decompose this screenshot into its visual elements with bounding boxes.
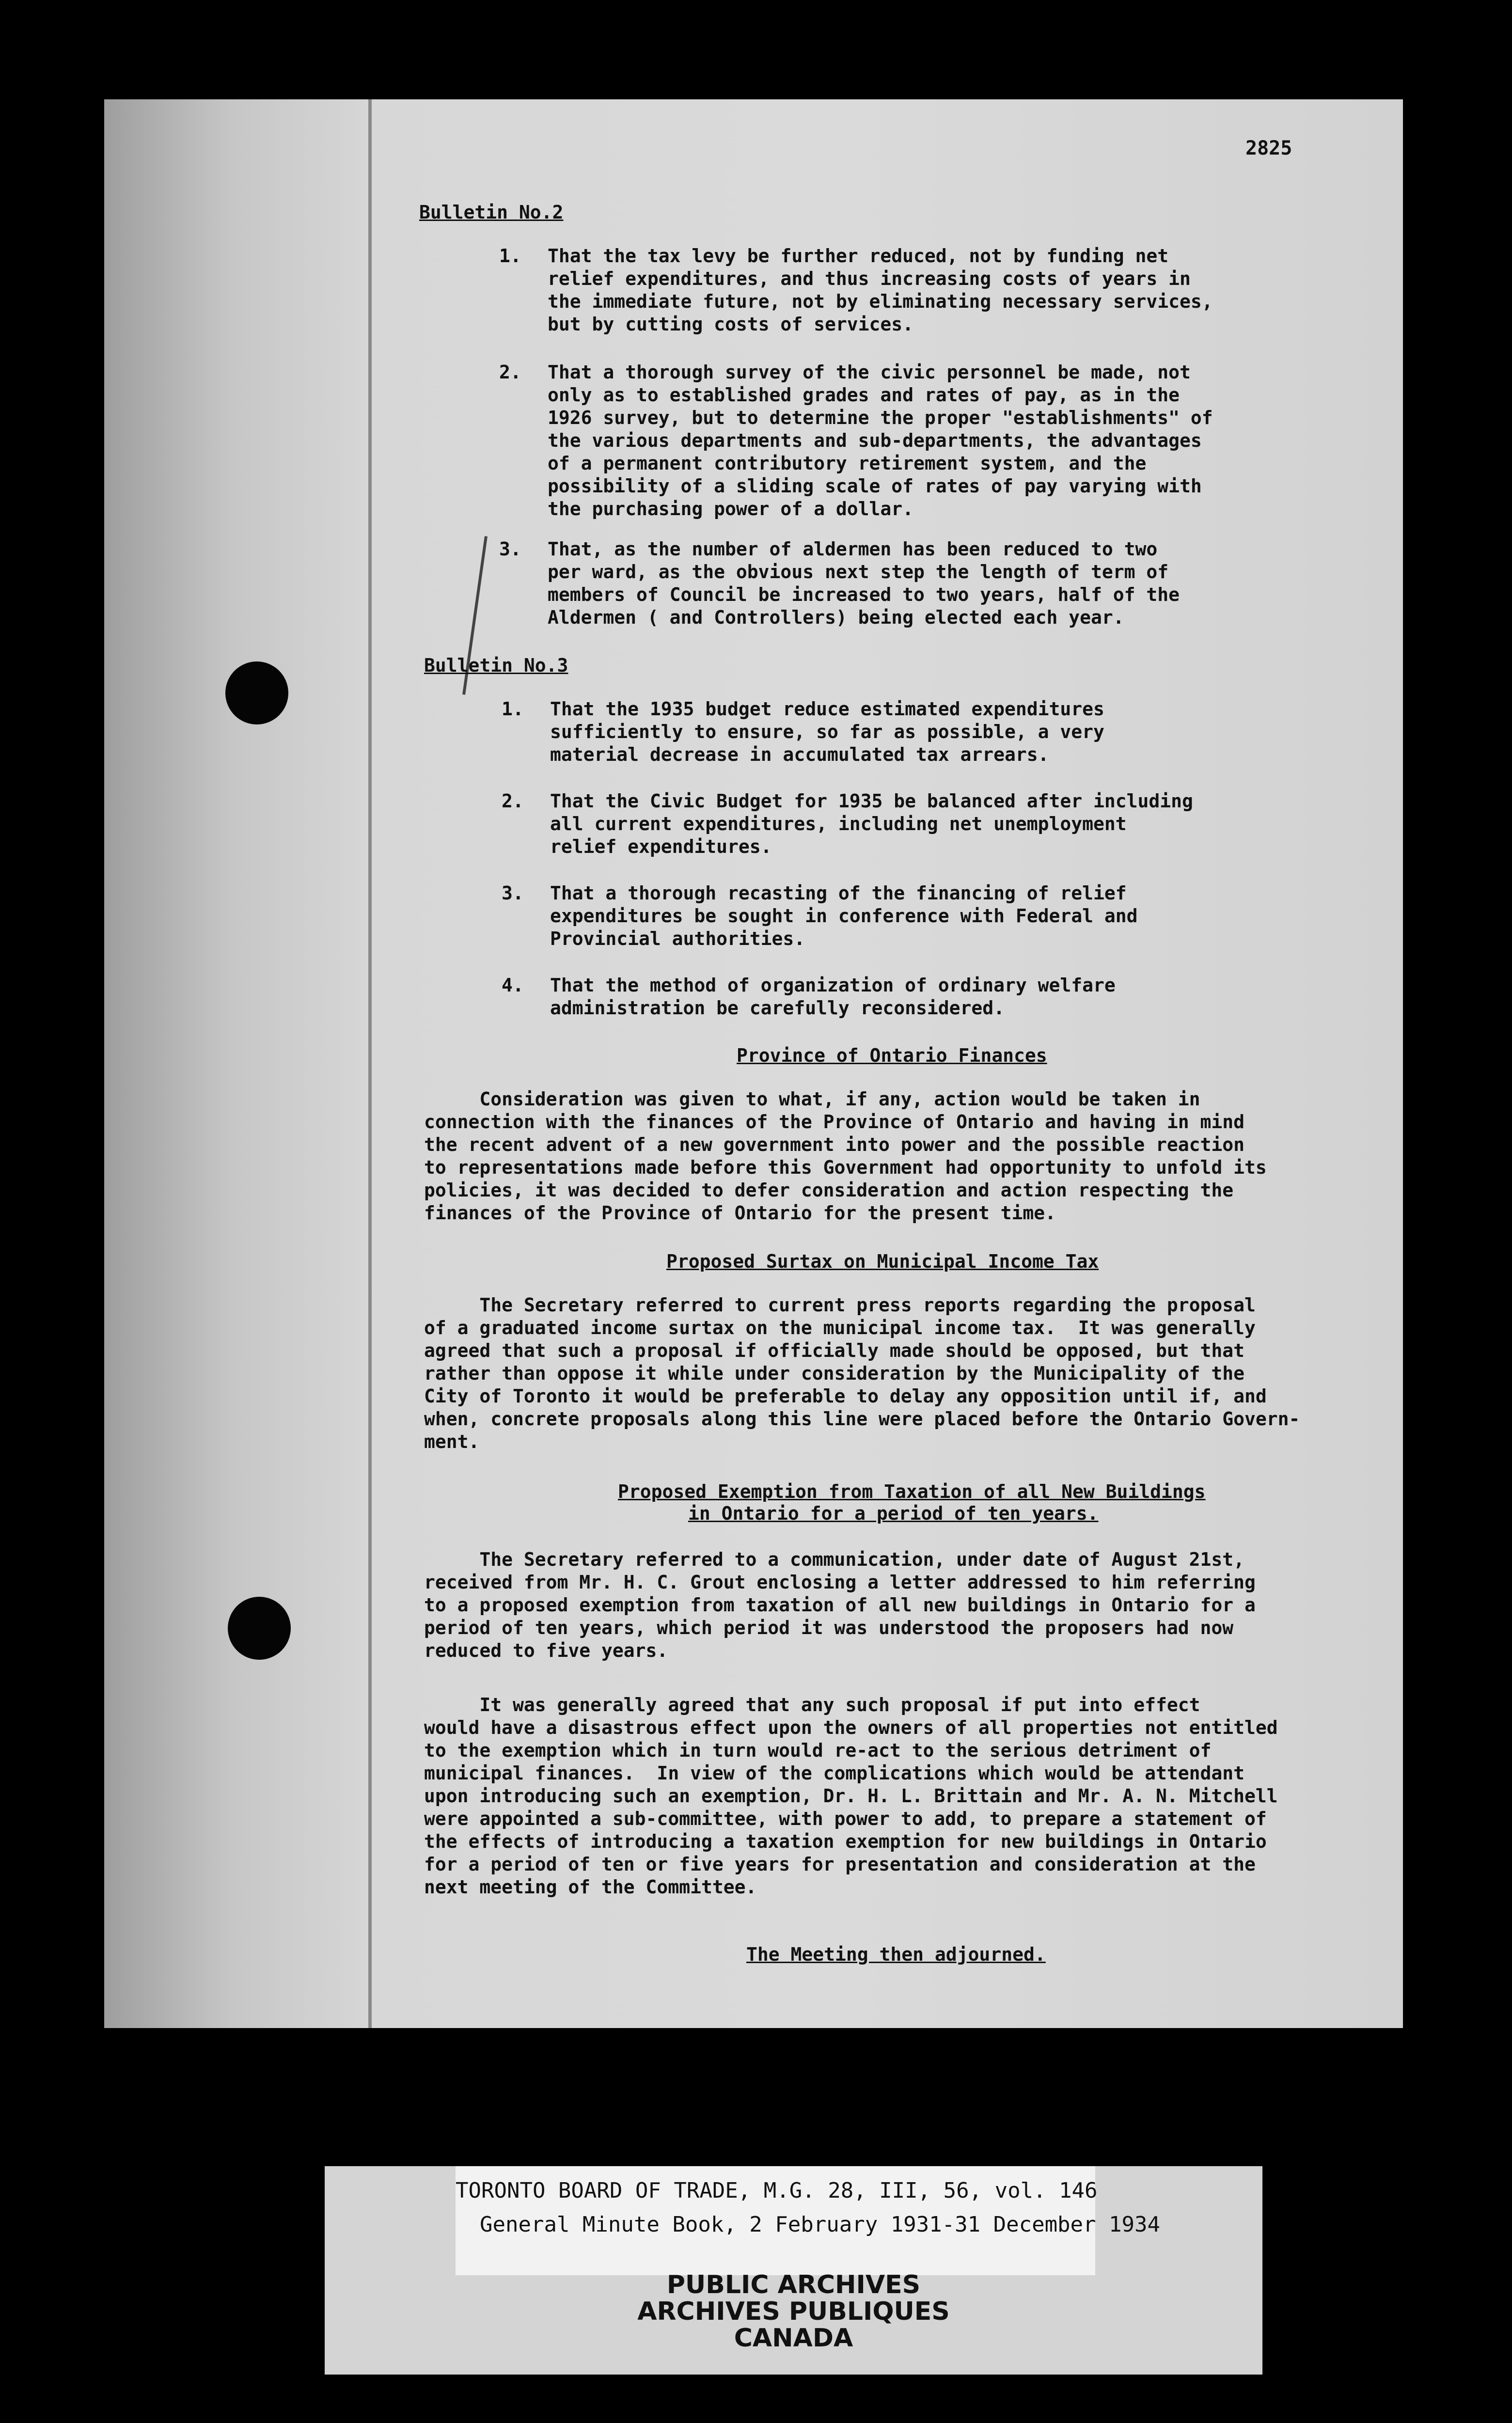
paragraph-line: connection with the finances of the Province of Ontario and having in mind (424, 1111, 1244, 1133)
item-text-line: That the tax levy be further reduced, not by funding net (548, 245, 1169, 267)
item-text-line: relief expenditures. (550, 836, 772, 857)
item-text-line: That the Civic Budget for 1935 be balanced after including (550, 790, 1193, 812)
closing-line: The Meeting then adjourned. (746, 1944, 1046, 1965)
item-text-line: expenditures be sought in conference with Federal and (550, 905, 1138, 927)
punch-hole (228, 1597, 291, 1660)
exemption-heading-line-2: in Ontario for a period of ten years. (688, 1503, 1099, 1524)
item-number: 2. (499, 362, 521, 383)
bulletin-3-heading: Bulletin No.3 (424, 655, 568, 676)
archive-label-card (325, 2166, 1262, 2375)
paragraph-line: received from Mr. H. C. Grout enclosing a letter addressed to him referring (424, 1572, 1256, 1593)
item-text-line: members of Council be increased to two years, half of the (548, 584, 1180, 605)
paragraph-line: It was generally agreed that any such proposal if put into effect (424, 1694, 1200, 1715)
item-text-line: Aldermen ( and Controllers) being elected each year. (548, 607, 1124, 628)
item-text-line: only as to established grades and rates of pay, as in the (548, 384, 1180, 406)
item-text-line: That a thorough survey of the civic personnel be made, not (548, 362, 1191, 383)
item-text-line: the immediate future, not by eliminating necessary services, (548, 291, 1213, 312)
label-line-2: General Minute Book, 2 February 1931-31 December 1934 (480, 2212, 1160, 2237)
item-text-line: That, as the number of aldermen has been reduced to two (548, 538, 1158, 560)
paragraph-line: reduced to five years. (424, 1640, 668, 1661)
item-text-line: That a thorough recasting of the financing of relief (550, 882, 1127, 904)
page-number: 2825 (1245, 137, 1292, 159)
paragraph-line: ment. (424, 1431, 480, 1452)
paragraph-line: for a period of ten or five years for presentation and consideration at the (424, 1854, 1256, 1875)
item-text-line: of a permanent contributory retirement system, and the (548, 453, 1147, 474)
item-number: 1. (502, 698, 524, 720)
archives-line-1: PUBLIC ARCHIVES (666, 2270, 921, 2299)
item-text-line: relief expenditures, and thus increasing costs of years in (548, 268, 1191, 289)
archives-line-3: CANADA (734, 2324, 853, 2353)
paragraph-line: to a proposed exemption from taxation of all new buildings in Ontario for a (424, 1594, 1256, 1616)
item-number: 3. (502, 882, 524, 904)
paragraph-line: finances of the Province of Ontario for the present time. (424, 1202, 1056, 1224)
ontario-finances-heading: Province of Ontario Finances (737, 1045, 1047, 1066)
item-text-line: 1926 survey, but to determine the proper "establishments" of (548, 407, 1213, 428)
label-text-box (456, 2166, 1160, 2275)
paragraph-line: agreed that such a proposal if officially made should be opposed, but that (424, 1340, 1244, 1361)
paragraph-line: upon introducing such an exemption, Dr. H. L. Brittain and Mr. A. N. Mitchell (424, 1785, 1278, 1807)
punch-hole (225, 661, 288, 724)
item-text-line: the various departments and sub-departments, the advantages (548, 430, 1202, 451)
paragraph-line: The Secretary referred to current press reports regarding the proposal (424, 1294, 1256, 1316)
item-number: 3. (499, 538, 521, 560)
paragraph-line: when, concrete proposals along this line were placed before the Ontario Govern- (424, 1408, 1300, 1430)
paragraph-line: rather than oppose it while under consideration by the Municipality of the (424, 1363, 1244, 1384)
item-number: 1. (499, 245, 521, 267)
surtax-heading: Proposed Surtax on Municipal Income Tax (666, 1251, 1099, 1272)
item-text-line: but by cutting costs of services. (548, 314, 914, 335)
item-text-line: administration be carefully reconsidered. (550, 997, 1005, 1019)
paragraph-line: The Secretary referred to a communication, under date of August 21st, (424, 1549, 1244, 1570)
label-line-1: TORONTO BOARD OF TRADE, M.G. 28, III, 56, vol. 146 (456, 2178, 1098, 2203)
document-page (104, 99, 1403, 2028)
item-text-line: the purchasing power of a dollar. (548, 498, 914, 519)
paragraph-line: the recent advent of a new government into power and the possible reaction (424, 1134, 1244, 1155)
paragraph-line: to the exemption which in turn would re-act to the serious detriment of (424, 1740, 1212, 1761)
paragraph-line: next meeting of the Committee. (424, 1876, 757, 1898)
paragraph-line: would have a disastrous effect upon the owners of all properties not entitled (424, 1717, 1278, 1738)
paragraph-line: were appointed a sub-committee, with power to add, to prepare a statement of (424, 1808, 1267, 1829)
item-number: 4. (502, 975, 524, 996)
item-text-line: material decrease in accumulated tax arrears. (550, 744, 1049, 765)
item-text-line: That the method of organization of ordinary welfare (550, 975, 1116, 996)
binding-line (368, 99, 372, 2028)
item-text-line: That the 1935 budget reduce estimated expenditures (550, 698, 1104, 720)
item-text-line: per ward, as the obvious next step the length of term of (548, 561, 1169, 582)
bulletin-2-heading: Bulletin No.2 (419, 202, 564, 223)
item-text-line: possibility of a sliding scale of rates of pay varying with (548, 475, 1202, 497)
item-text-line: all current expenditures, including net unemployment (550, 813, 1127, 834)
archives-line-2: ARCHIVES PUBLIQUES (637, 2297, 950, 2326)
paragraph-line: municipal finances. In view of the complications which would be attendant (424, 1762, 1244, 1784)
paragraph-line: Consideration was given to what, if any, action would be taken in (424, 1088, 1200, 1110)
item-text-line: sufficiently to ensure, so far as possible, a very (550, 721, 1104, 742)
paragraph-line: to representations made before this Government had opportunity to unfold its (424, 1157, 1267, 1178)
exemption-heading-line-1: Proposed Exemption from Taxation of all New Buildings (618, 1481, 1206, 1502)
paragraph-line: the effects of introducing a taxation exemption for new buildings in Ontario (424, 1831, 1267, 1852)
paragraph-line: of a graduated income surtax on the municipal income tax. It was generally (424, 1317, 1256, 1338)
paragraph-line: period of ten years, which period it was understood the proposers had now (424, 1617, 1234, 1638)
paragraph-line: City of Toronto it would be preferable to delay any opposition until if, and (424, 1385, 1267, 1407)
item-text-line: Provincial authorities. (550, 928, 805, 949)
paragraph-line: policies, it was decided to defer consideration and action respecting the (424, 1180, 1234, 1201)
item-number: 2. (502, 790, 524, 812)
